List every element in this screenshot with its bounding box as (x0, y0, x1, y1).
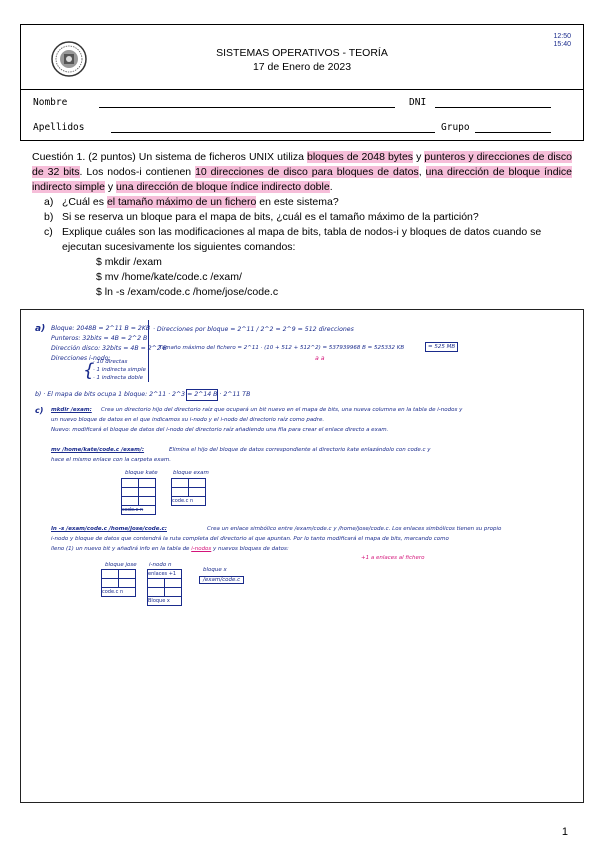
intro-text: . (329, 181, 333, 193)
exam-date: 17 de Enero de 2023 (252, 61, 352, 73)
answer-a-line3: Dirección disco: 32bits = 4B = 2^2 B (51, 345, 167, 352)
item-label: b) (44, 211, 54, 223)
inode-n-block: Bloque x (148, 597, 182, 606)
answer-b (35, 391, 250, 398)
highlight-block-size: bloques de 2048 bytes (307, 151, 414, 163)
block-x-cell: /exam/code.c (199, 576, 244, 584)
answer-c-ln-2: i-nodo y bloque de datos que contendrá la ruta completa del directorio al que apuntan. Por lo tanto modificará el mapa de bits, marcando como (51, 536, 449, 542)
command-1: $ mkdir /exam (96, 256, 162, 268)
item-label: c) (44, 226, 53, 238)
apellidos-label: Apellidos (33, 122, 85, 133)
start-time: 12:50 (553, 33, 571, 40)
answer-c-mkdir-2: un nuevo bloque de datos en el que indicamos su i-nodo y el i-nodo del directorio raíz como padre. (51, 417, 325, 423)
answer-a-line1: Bloque: 2048B = 2^11 B = 2KB (51, 325, 151, 332)
block-exam-cell: code.c n (172, 497, 206, 506)
inode-n-links: enlaces +1 (148, 570, 182, 579)
highlight-pointer-size: punteros y direcciones de disco de 32 bits (32, 151, 572, 178)
dni-field[interactable] (435, 107, 551, 108)
subquestion-a (44, 195, 572, 210)
block-jose-label: bloque jose (105, 562, 137, 568)
answer-b-text: b) · El mapa de bits ocupa 1 bloque: 2^11 · 2^3 = 2^14 B · 2^11 TB (35, 391, 251, 398)
header-title-area (21, 25, 583, 90)
exam-title: SISTEMAS OPERATIVOS - TEORÍA (216, 47, 388, 59)
intro-text: y (107, 181, 114, 193)
answer-b-box (186, 389, 218, 401)
answer-a-bullet3: · 1 indirecta doble (93, 375, 143, 381)
nombre-label: Nombre (33, 97, 68, 108)
intro-text: Un sistema de ficheros UNIX utiliza (138, 151, 304, 163)
block-kate-label: bloque kate (125, 470, 158, 476)
ln-inodos-highlight: i-nodos (191, 546, 212, 552)
block-exam-label: bloque exam (173, 470, 209, 476)
answer-a-line4: Direcciones i-nodo: (51, 355, 111, 362)
dni-label: DNI (409, 97, 427, 108)
block-jose-table (101, 569, 136, 597)
ln-text: y nuevos bloques de datos: (213, 546, 289, 552)
answer-c-mkdir-cmd: mkdir /exam: (51, 407, 92, 413)
answer-c-mv-2: hace el mismo enlace con la carpeta exam. (51, 457, 172, 463)
answer-c-mkdir-3: Nuevo: modificará el bloque de datos del i-nodo del directorio raíz añadiendo una fila para crear el enlace directo a exam. (51, 427, 389, 433)
brace-icon: { (83, 360, 95, 381)
command-3: $ ln -s /exam/code.c /home/jose/code.c (96, 286, 279, 298)
answer-c-ln-1: Crea un enlace simbólico entre /exam/code.c y /home/jose/code.c. Los enlaces simbólicos tienen su propio (207, 526, 502, 532)
inode-n-table (147, 569, 182, 606)
item-label: a) (44, 196, 54, 208)
question-intro (32, 150, 572, 195)
highlight-direct-addresses: 10 direcciones de disco para bloques de datos (195, 166, 419, 178)
highlight-max-file: el tamaño máximo de un fichero (106, 196, 257, 208)
answer-a-result1: · Direcciones por bloque = 2^11 / 2^2 = 2^9 = 512 direcciones (153, 326, 354, 333)
block-kate-table (121, 478, 156, 515)
answer-c-mv-cmd: mv /home/kate/code.c /exam/: (51, 447, 145, 453)
highlight-double-indirect: una dirección de bloque índice indirecto doble (116, 181, 330, 193)
answer-c-mkdir-1: Crea un directorio hijo del directorio raíz que ocupará un bit nuevo en el mapa de bits, una nueva columna en la tabla de i-nodos y (101, 407, 463, 413)
divider-line (148, 320, 149, 382)
exam-header (20, 24, 584, 141)
item-text: en este sistema? (259, 196, 339, 208)
apellidos-field[interactable] (111, 132, 435, 133)
intro-text: y (416, 151, 422, 163)
nombre-field[interactable] (99, 107, 395, 108)
answer-a-bullet2: · 1 indirecta simple (93, 367, 146, 373)
answer-a-line2: Punteros: 32bits = 4B = 2^2 B (51, 335, 148, 342)
grupo-field[interactable] (475, 132, 551, 133)
answer-c-tag: c) (35, 406, 44, 415)
answer-a-final: = 525 MB (425, 342, 458, 352)
answer-a-tag: a) (35, 324, 46, 334)
item-text: Si se reserva un bloque para el mapa de bits, ¿cuál es el tamaño máximo de la partición? (62, 211, 479, 223)
inode-n-label: i-nodo n (149, 562, 172, 568)
block-jose-cell: code.c n (102, 588, 136, 597)
question-1 (32, 150, 572, 300)
subquestion-c (44, 225, 572, 255)
item-text: Explique cuáles son las modificaciones al mapa de bits, tabla de nodos-i y bloques de datos cuando se ejecutan sucesivamente los siguientes comandos: (62, 226, 542, 253)
intro-text: , (418, 166, 422, 178)
block-x-label: bloque x (203, 567, 227, 573)
answer-box[interactable] (20, 309, 584, 803)
ln-text: lleno (1) un nuevo bit y añadirá info en la tabla de (51, 546, 190, 552)
answer-c-ln-cmd: ln -s /exam/code.c /home/jose/code.c: (51, 526, 167, 532)
subquestion-b (44, 210, 572, 225)
handwritten-times (553, 33, 571, 49)
question-label: Cuestión 1. (2 puntos) (32, 151, 136, 163)
answer-a-pink-note: a a (315, 355, 325, 362)
page-number: 1 (561, 826, 568, 838)
answer-a-result2: Tamaño máximo del fichero = 2^11 · (10 + 512 + 512^2) = 537939968 B = 525332 KB (159, 345, 405, 351)
answer-c-ln-3 (51, 546, 289, 552)
grupo-label: Grupo (441, 122, 470, 133)
answer-c-mv-1: Elimina el hijo del bloque de datos correspondiente al directorio kate enlazándolo con code.c y (169, 447, 431, 453)
item-text: ¿Cuál es (62, 196, 105, 208)
highlight-single-indirect: una dirección de bloque índice indirecto simple (32, 166, 573, 193)
block-exam-table (171, 478, 206, 506)
command-2: $ mv /home/kate/code.c /exam/ (96, 271, 242, 283)
block-kate-cell: code.c n (122, 506, 156, 515)
intro-text: . Los nodos-i contienen (79, 166, 192, 178)
answer-c-ln-pink: +1 a enlaces al fichero (361, 555, 425, 561)
end-time: 15:40 (553, 41, 571, 48)
answer-a-bullet1: · 10 directas (93, 359, 128, 365)
